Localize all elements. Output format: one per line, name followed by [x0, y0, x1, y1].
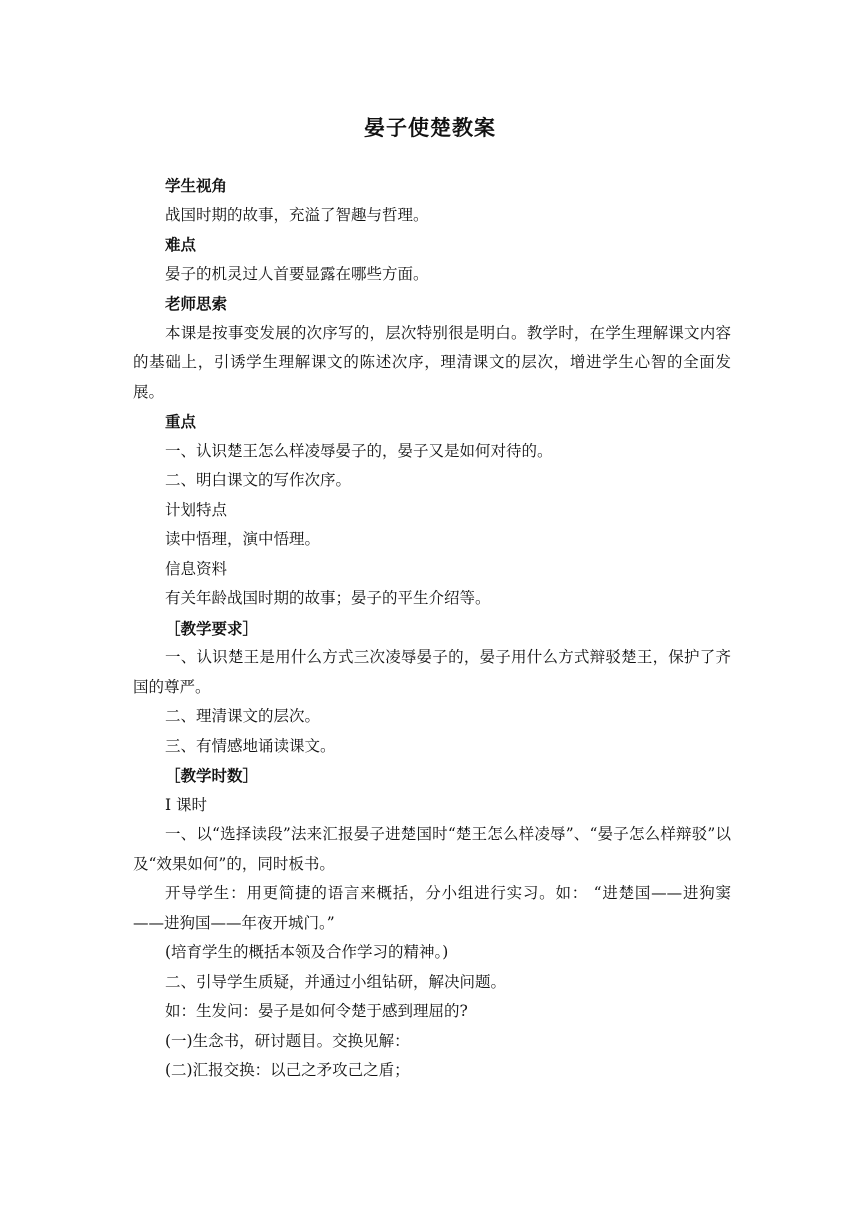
body-paragraph: I 课时	[165, 795, 208, 814]
section-heading: ［教学时数］	[165, 766, 259, 785]
body-paragraph: 一、认识楚王怎么样凌辱晏子的，晏子又是如何对待的。	[165, 441, 553, 460]
body-paragraph: 晏子的机灵过人首要显露在哪些方面。	[165, 264, 429, 283]
document-body	[133, 171, 731, 1086]
body-paragraph: 二、理清课文的层次。	[165, 707, 321, 725]
body-paragraph: 如：生发问：晏子是如何令楚于感到理屈的?	[165, 1002, 468, 1020]
body-paragraph: 一、以“选择读段”法来汇报晏子进楚国时“楚王怎么样凌辱”、“晏子怎么样辩驳”以及“效果如何”的，同时板书。	[133, 825, 731, 873]
section-heading: 难点	[165, 235, 197, 254]
section-heading: 重点	[165, 412, 197, 431]
body-paragraph: 信息资料	[165, 559, 228, 578]
body-paragraph: 二、引导学生质疑，并通过小组钻研，解决问题。	[165, 972, 507, 991]
body-paragraph: 一、认识楚王是用什么方式三次凌辱晏子的，晏子用什么方式辩驳楚王，保护了齐国的尊严。	[133, 648, 731, 696]
body-paragraph: 有关年龄战国时期的故事；晏子的平生介绍等。	[165, 589, 491, 607]
body-paragraph: 二、明白课文的写作次序。	[165, 471, 352, 489]
section-heading: ［教学要求］	[165, 618, 259, 638]
body-paragraph: 本课是按事变发展的次序写的，层次特别很是明白。教学时，在学生理解课文内容的基础上，引诱学生理解课文的陈述次序，理清课文的层次，增进学生心智的全面发展。	[133, 323, 731, 401]
body-paragraph: (一)生念书，研讨题目。交换见解：	[165, 1031, 410, 1050]
section-heading: 老师思索	[165, 294, 228, 313]
body-paragraph: 开导学生：用更简捷的语言来概括，分小组进行实习。如： “进楚国——进狗窦——进狗国——年夜开城门。”	[133, 884, 731, 932]
body-paragraph: 战国时期的故事，充溢了智趣与哲理。	[165, 205, 429, 224]
body-paragraph: 计划特点	[165, 500, 228, 519]
document-title: 晏子使楚教案	[364, 115, 496, 140]
body-paragraph: 三、有情感地诵读课文。	[165, 736, 336, 755]
body-paragraph: (二)汇报交换：以己之矛攻己之盾；	[165, 1061, 410, 1079]
section-heading: 学生视角	[165, 176, 228, 195]
body-paragraph: 读中悟理，演中悟理。	[165, 530, 321, 548]
body-paragraph: (培育学生的概括本领及合作学习的精神。)	[165, 943, 449, 961]
